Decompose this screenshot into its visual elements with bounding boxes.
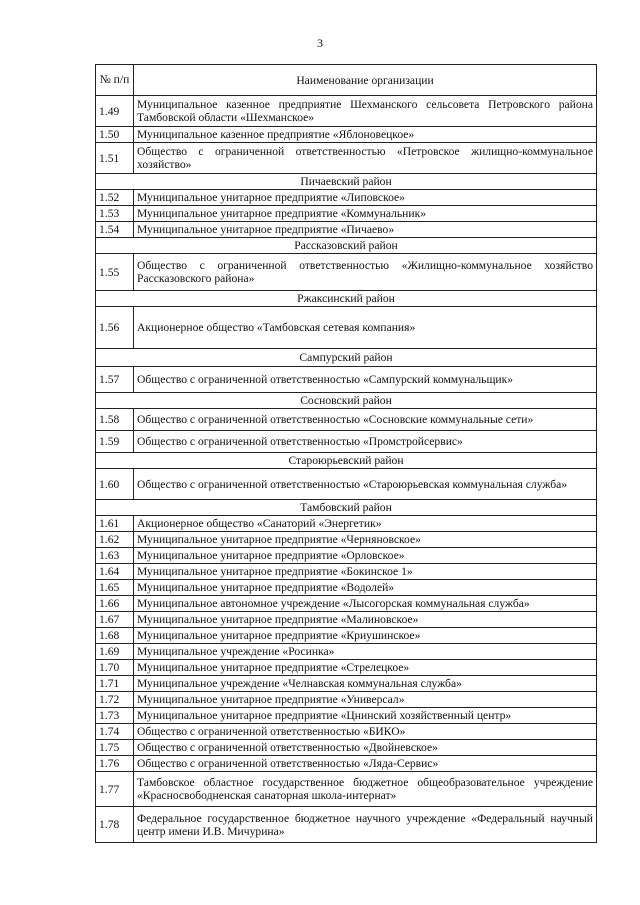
table-row	[96, 222, 597, 238]
table-row	[96, 143, 597, 174]
organization-name: Муниципальное унитарное предприятие «Липовское»	[134, 190, 597, 206]
table-row	[96, 532, 597, 548]
row-number: 1.53	[96, 206, 134, 222]
row-number: 1.49	[96, 96, 134, 127]
organization-name: Муниципальное учреждение «Челнавская коммунальная служба»	[134, 676, 597, 692]
section-title: Рассказовский район	[96, 238, 597, 254]
table-row	[96, 469, 597, 500]
row-number: 1.76	[96, 756, 134, 772]
section-row	[96, 238, 597, 254]
organization-name: Муниципальное унитарное предприятие «Пичаево»	[134, 222, 597, 238]
row-number: 1.73	[96, 708, 134, 724]
organization-name: Муниципальное унитарное предприятие «Черняновское»	[134, 532, 597, 548]
section-row	[96, 500, 597, 516]
row-number: 1.69	[96, 644, 134, 660]
table-row	[96, 807, 597, 843]
organization-name: Тамбовское областное государственное бюджетное общеобразовательное учреждение «Красносвободненская санаторная школа-интернат»	[134, 772, 597, 807]
section-title: Сампурский район	[96, 349, 597, 367]
row-number: 1.61	[96, 516, 134, 532]
table-row	[96, 724, 597, 740]
table-row	[96, 96, 597, 127]
table-row	[96, 307, 597, 349]
row-number: 1.66	[96, 596, 134, 612]
row-number: 1.56	[96, 307, 134, 349]
row-number: 1.59	[96, 431, 134, 453]
organization-name: Муниципальное унитарное предприятие «Криушинское»	[134, 628, 597, 644]
row-number: 1.77	[96, 772, 134, 807]
row-number: 1.51	[96, 143, 134, 174]
table-row	[96, 756, 597, 772]
row-number: 1.58	[96, 409, 134, 431]
organization-name: Общество с ограниченной ответственностью «Петровское жилищно-коммунальное хозяйство»	[134, 143, 597, 174]
organizations-table	[95, 64, 597, 843]
row-number: 1.63	[96, 548, 134, 564]
page-number: 3	[317, 36, 323, 50]
organization-name: Федеральное государственное бюджетное научного учреждение «Федеральный научный центр имени И.В. Мичурина»	[134, 807, 597, 843]
table-row	[96, 708, 597, 724]
row-number: 1.71	[96, 676, 134, 692]
organization-name: Муниципальное унитарное предприятие «Бокинское 1»	[134, 564, 597, 580]
table-row	[96, 580, 597, 596]
organization-name: Муниципальное унитарное предприятие «Универсал»	[134, 692, 597, 708]
organization-name: Муниципальное унитарное предприятие «Стрелецкое»	[134, 660, 597, 676]
organization-name: Общество с ограниченной ответственностью «БИКО»	[134, 724, 597, 740]
organization-name: Муниципальное унитарное предприятие «Малиновское»	[134, 612, 597, 628]
table-row	[96, 596, 597, 612]
organization-name: Муниципальное казенное предприятие Шехманского сельсовета Петровского района Тамбовской области «Шехманское»	[134, 96, 597, 127]
organization-name: Муниципальное унитарное предприятие «Цнинский хозяйственный центр»	[134, 708, 597, 724]
organization-name: Общество с ограниченной ответственностью «Староюрьевская коммунальная служба»	[134, 469, 597, 500]
table-row	[96, 676, 597, 692]
row-number: 1.72	[96, 692, 134, 708]
section-row	[96, 291, 597, 307]
table-row	[96, 431, 597, 453]
table-row	[96, 409, 597, 431]
organization-name: Муниципальное казенное предприятие «Яблоновецкое»	[134, 127, 597, 143]
row-number: 1.68	[96, 628, 134, 644]
table-row	[96, 628, 597, 644]
section-title: Ржаксинский район	[96, 291, 597, 307]
table-row	[96, 612, 597, 628]
organization-name: Акционерное общество «Тамбовская сетевая компания»	[134, 307, 597, 349]
section-title: Тамбовский район	[96, 500, 597, 516]
organization-name: Общество с ограниченной ответственностью «Двойневское»	[134, 740, 597, 756]
row-number: 1.57	[96, 367, 134, 393]
organization-name: Общество с ограниченной ответственностью «Сосновские коммунальные сети»	[134, 409, 597, 431]
organization-name: Муниципальное унитарное предприятие «Коммунальник»	[134, 206, 597, 222]
table-row	[96, 254, 597, 291]
table-row	[96, 644, 597, 660]
table-row	[96, 206, 597, 222]
organization-name: Муниципальное учреждение «Росинка»	[134, 644, 597, 660]
section-title: Пичаевский район	[96, 174, 597, 190]
header-organization-name: Наименование организации	[134, 65, 597, 96]
section-row	[96, 349, 597, 367]
organization-name: Общество с ограниченной ответственностью «Сампурский коммунальщик»	[134, 367, 597, 393]
organization-name: Муниципальное унитарное предприятие «Водолей»	[134, 580, 597, 596]
section-row	[96, 174, 597, 190]
row-number: 1.74	[96, 724, 134, 740]
table-row	[96, 660, 597, 676]
row-number: 1.70	[96, 660, 134, 676]
section-row	[96, 393, 597, 409]
row-number: 1.75	[96, 740, 134, 756]
table-body	[96, 96, 597, 843]
row-number: 1.52	[96, 190, 134, 206]
organization-name: Общество с ограниченной ответственностью «Промстройсервис»	[134, 431, 597, 453]
table-row	[96, 692, 597, 708]
section-title: Староюрьевский район	[96, 453, 597, 469]
section-row	[96, 453, 597, 469]
row-number: 1.50	[96, 127, 134, 143]
section-title: Сосновский район	[96, 393, 597, 409]
header-number: № п/п	[96, 65, 134, 96]
row-number: 1.55	[96, 254, 134, 291]
table-row	[96, 548, 597, 564]
table-row	[96, 772, 597, 807]
row-number: 1.54	[96, 222, 134, 238]
organization-name: Муниципальное автономное учреждение «Лысогорская коммунальная служба»	[134, 596, 597, 612]
table-header-row	[96, 65, 597, 96]
organization-name: Общество с ограниченной ответственностью «Ляда-Сервис»	[134, 756, 597, 772]
table-row	[96, 740, 597, 756]
row-number: 1.60	[96, 469, 134, 500]
table-row	[96, 127, 597, 143]
table-row	[96, 190, 597, 206]
row-number: 1.65	[96, 580, 134, 596]
row-number: 1.67	[96, 612, 134, 628]
organization-name: Акционерное общество «Санаторий «Энергетик»	[134, 516, 597, 532]
table-row	[96, 564, 597, 580]
row-number: 1.62	[96, 532, 134, 548]
organization-name: Муниципальное унитарное предприятие «Орловское»	[134, 548, 597, 564]
row-number: 1.78	[96, 807, 134, 843]
row-number: 1.64	[96, 564, 134, 580]
table-row	[96, 367, 597, 393]
organization-name: Общество с ограниченной ответственностью «Жилищно-коммунальное хозяйство Рассказовского района»	[134, 254, 597, 291]
table-row	[96, 516, 597, 532]
